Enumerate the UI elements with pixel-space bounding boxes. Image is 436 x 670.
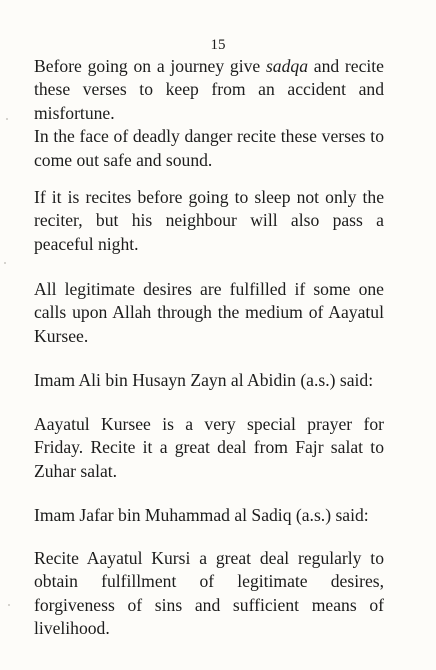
- journey-paragraph: [34, 55, 384, 125]
- page-number: 15: [210, 37, 226, 53]
- sadqa-term: sadqa: [265, 56, 308, 76]
- journey-text-end: and recite these verses to keep from an accident and misfortune.: [34, 56, 384, 123]
- friday-prayer-paragraph: Aayatul Kursee is a very special prayer for Friday. Recite it a great deal from Fajr salat to Zuhar salat.: [34, 414, 384, 481]
- paper-speck: [6, 118, 8, 120]
- paper-speck: [4, 262, 6, 264]
- paper-speck: [8, 604, 10, 606]
- journey-paragraph-block: [34, 55, 384, 172]
- imam-jafar-attribution: Imam Jafar bin Muhammad al Sadiq (a.s.) said:: [34, 505, 369, 525]
- imam-ali-attribution: Imam Ali bin Husayn Zayn al Abidin (a.s.) said:: [34, 370, 374, 390]
- journey-text-start: Before going on a journey give: [34, 56, 266, 76]
- desires-paragraph: All legitimate desires are fulfilled if some one calls upon Allah through the medium of Aayatul Kursee.: [34, 279, 384, 346]
- sleep-paragraph: If it is recites before going to sleep not only the reciter, but his neighbour will also pass a peaceful night.: [34, 187, 384, 254]
- livelihood-paragraph: Recite Aayatul Kursi a great deal regularly to obtain fulfillment of legitimate desires, forgiveness of sins and sufficient means of livelihood.: [34, 548, 384, 639]
- danger-paragraph: In the face of deadly danger recite these verses to come out safe and sound.: [34, 126, 384, 170]
